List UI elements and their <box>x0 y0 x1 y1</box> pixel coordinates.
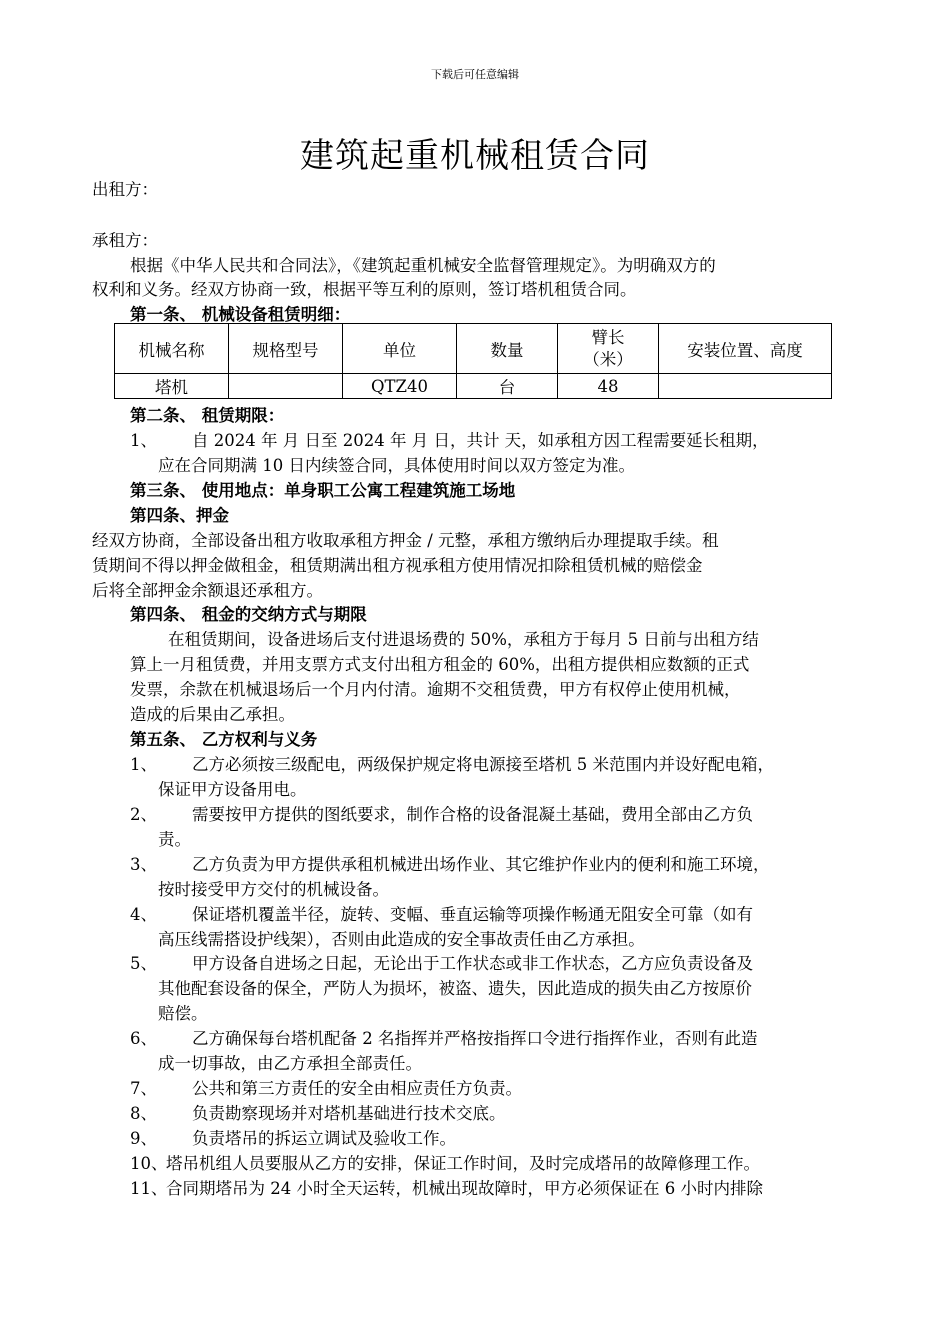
th-install-position: 安装位置、高度 <box>659 324 832 374</box>
article5-item-5-line2: 其他配套设备的保全，严防人为损坏，被盗、遗失，因此造成的损失由乙方按原价 <box>158 979 752 998</box>
article5-item-3-num: 3、 <box>130 855 157 874</box>
article5-item-5-line3: 赔偿。 <box>158 1004 208 1023</box>
article4b-line-1: 在租赁期间，设备进场后支付进退场费的 50%，承租方于每月 5 日前与出租方结 <box>168 630 759 649</box>
article5-item-5-num: 5、 <box>130 954 157 973</box>
article5-item-10-text: 塔吊机组人员要服从乙方的安排，保证工作时间，及时完成塔吊的故障修理工作。 <box>166 1154 760 1173</box>
cell-install-position <box>659 374 832 399</box>
th-quantity: 数量 <box>457 324 558 374</box>
article5-item-4-num: 4、 <box>130 905 157 924</box>
table-row <box>115 374 832 399</box>
article5-item-2-line2: 责。 <box>158 830 191 849</box>
th-arm-length <box>558 324 659 374</box>
cell-quantity: 台 <box>457 374 558 399</box>
article5-item-1-line2: 保证甲方设备用电。 <box>158 780 307 799</box>
article2-item-line2: 应在合同期满 10 日内续签合同，具体使用时间以双方签定为准。 <box>158 456 635 475</box>
cell-unit: QTZ40 <box>343 374 457 399</box>
article5-item-7-line1: 公共和第三方责任的安全由相应责任方负责。 <box>192 1079 522 1098</box>
article2-heading: 第二条、 租赁期限： <box>130 406 285 425</box>
article5-item-8-line1: 负责勘察现场并对塔机基础进行技术交底。 <box>192 1104 506 1123</box>
article5-heading: 第五条、 乙方权利与义务 <box>130 730 318 749</box>
th-unit: 单位 <box>343 324 457 374</box>
contract-title: 建筑起重机械租赁合同 <box>300 136 650 176</box>
article1-heading: 第一条、 机械设备租赁明细： <box>130 305 351 324</box>
article2-item-num: 1、 <box>130 431 157 450</box>
intro-line-2: 权利和义务。经双方协商一致，根据平等互利的原则，签订塔机租赁合同。 <box>92 280 637 299</box>
article5-item-6-line2: 成一切事故，由乙方承担全部责任。 <box>158 1054 422 1073</box>
th-arm-length-label: 臂长 <box>591 327 625 347</box>
article5-item-1-num: 1、 <box>130 755 157 774</box>
th-model: 规格型号 <box>229 324 343 374</box>
cell-model <box>229 374 343 399</box>
article5-item-6-line1: 乙方确保每台塔机配备 2 名指挥并严格按指挥口令进行指挥作业，否则有此造 <box>192 1029 758 1048</box>
article5-item-7-num: 7、 <box>130 1079 157 1098</box>
article5-item-3-line2: 按时接受甲方交付的机械设备。 <box>158 880 389 899</box>
article5-item-11-num: 11、 <box>130 1179 168 1198</box>
article4b-line-4: 造成的后果由乙承担。 <box>130 705 295 724</box>
article4a-line-2: 赁期间不得以押金做租金，租赁期满出租方视承租方使用情况扣除租赁机械的赔偿金 <box>92 556 703 575</box>
article2-item-line1: 自 2024 年 月 日至 2024 年 月 日，共计 天，如承租方因工程需要延长租期， <box>192 431 769 450</box>
th-arm-length-unit: （米） <box>583 349 633 369</box>
article5-item-2-line1: 需要按甲方提供的图纸要求，制作合格的设备混凝土基础，费用全部由乙方负 <box>192 805 753 824</box>
cell-arm-length: 48 <box>558 374 659 399</box>
cell-machine-name: 塔机 <box>115 374 229 399</box>
article5-item-11-text: 合同期塔吊为 24 小时全天运转，机械出现故障时，甲方必须保证在 6 小时内排除 <box>166 1179 763 1198</box>
article5-item-8-num: 8、 <box>130 1104 157 1123</box>
article5-item-2-num: 2、 <box>130 805 157 824</box>
article4b-line-2: 算上一月租赁费，并用支票方式支付出租方租金的 60%，出租方提供相应数额的正式 <box>130 655 750 674</box>
lessor-label: 出租方： <box>92 180 158 199</box>
th-machine-name: 机械名称 <box>115 324 229 374</box>
article4a-line-1: 经双方协商，全部设备出租方收取承租方押金 / 元整，承租方缴纳后办理提取手续。租 <box>92 531 719 550</box>
equipment-table <box>114 323 832 399</box>
article5-item-9-line1: 负责塔吊的拆运立调试及验收工作。 <box>192 1129 456 1148</box>
intro-line-1: 根据《中华人民共和合同法》，《建筑起重机械安全监督管理规定》。为明确双方的 <box>130 256 716 275</box>
article5-item-1-line1: 乙方必须按三级配电，两级保护规定将电源接至塔机 5 米范围内并设好配电箱， <box>192 755 774 774</box>
article5-item-6-num: 6、 <box>130 1029 157 1048</box>
header-note: 下载后可任意编辑 <box>431 68 519 81</box>
article5-item-3-line1: 乙方负责为甲方提供承租机械进出场作业、其它维护作业内的便利和施工环境， <box>192 855 770 874</box>
article5-item-4-line2: 高压线需搭设护线架），否则由此造成的安全事故责任由乙方承担。 <box>158 930 645 949</box>
article4a-line-3: 后将全部押金余额退还承租方。 <box>92 581 323 600</box>
article5-item-5-line1: 甲方设备自进场之日起，无论出于工作状态或非工作状态，乙方应负责设备及 <box>192 954 753 973</box>
article5-item-4-line1: 保证塔机覆盖半径，旋转、变幅、垂直运输等项操作畅通无阻安全可靠（如有 <box>192 905 753 924</box>
article4a-heading: 第四条、押金 <box>130 506 229 525</box>
article5-item-10-num: 10、 <box>130 1154 168 1173</box>
article4b-line-3: 发票，余款在机械退场后一个月内付清。逾期不交租赁费，甲方有权停止使用机械， <box>130 680 741 699</box>
lessee-label: 承租方： <box>92 231 158 250</box>
article5-item-9-num: 9、 <box>130 1129 157 1148</box>
article3-heading: 第三条、 使用地点：单身职工公寓工程建筑施工场地 <box>130 481 516 500</box>
article4b-heading: 第四条、 租金的交纳方式与期限 <box>130 605 367 624</box>
